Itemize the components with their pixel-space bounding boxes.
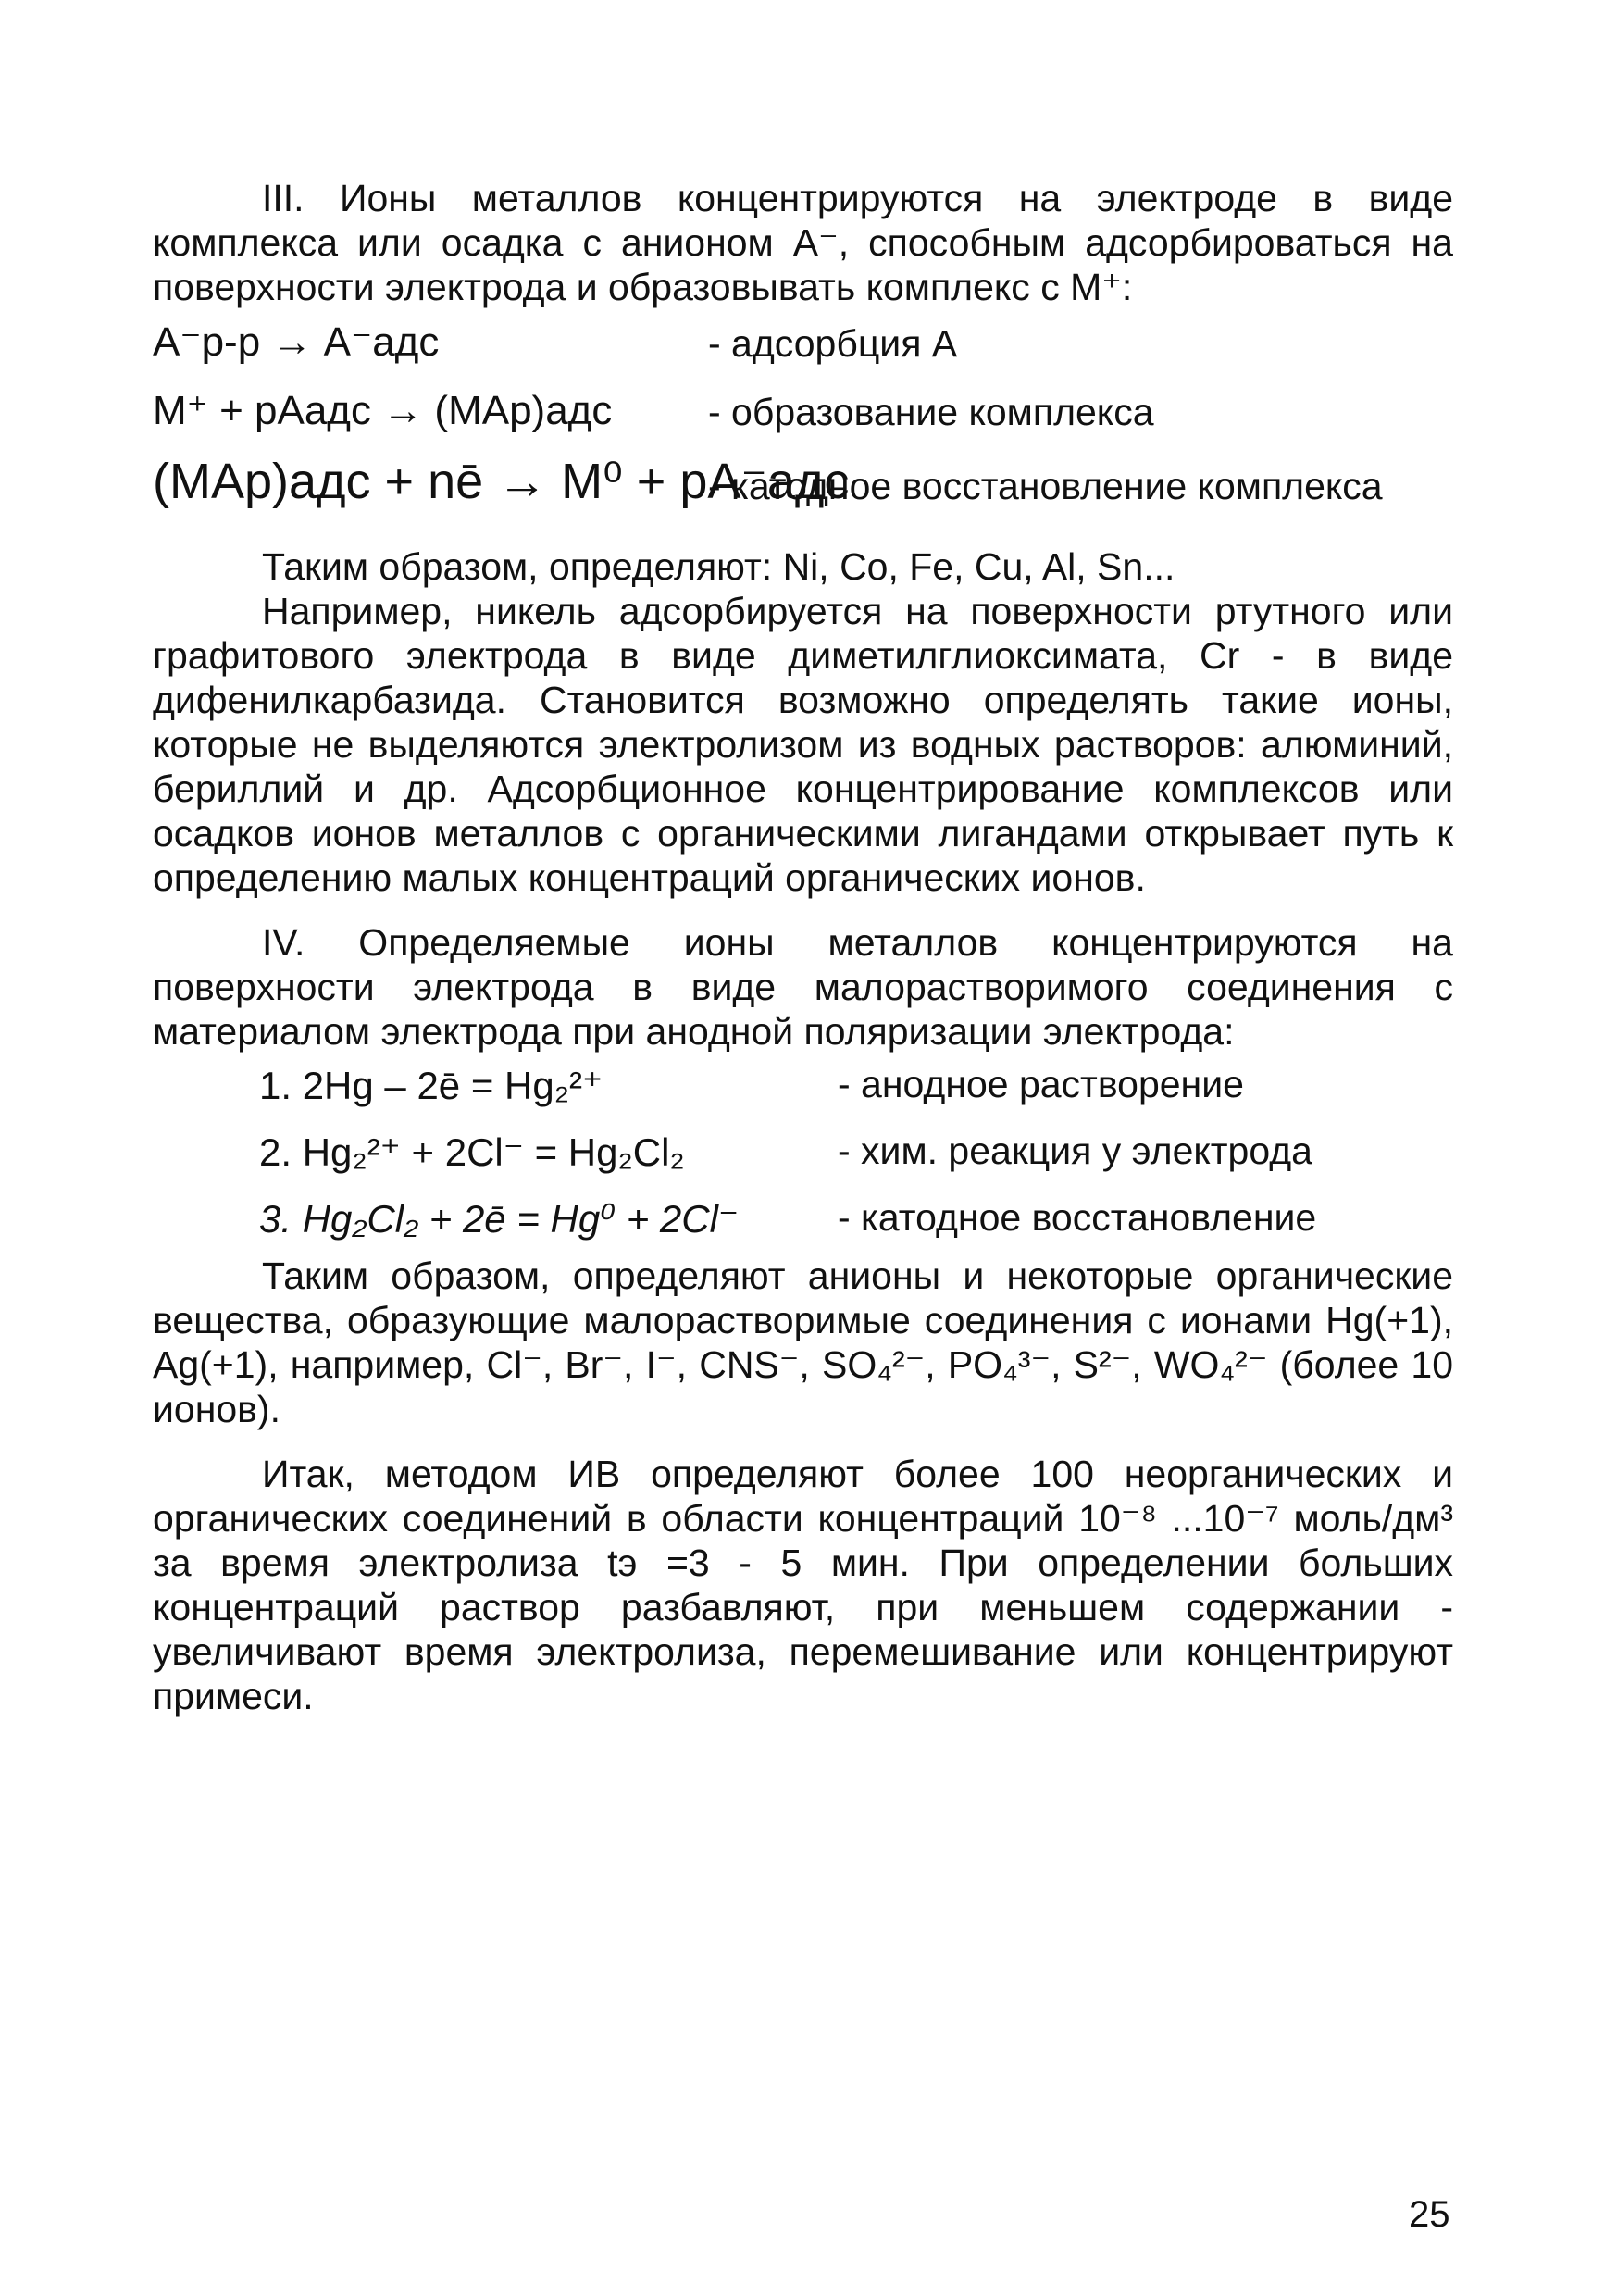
equation-formula: (MAp)адс + nē → M⁰ + pA⁻адс bbox=[153, 454, 850, 509]
page-body bbox=[153, 176, 1453, 1718]
numbered-equation-row bbox=[153, 1054, 1453, 1120]
equation-description: - катодное восстановление bbox=[838, 1196, 1317, 1239]
section3-example: Например, никель адсорбируется на поверхности ртутного или графитового электрода в виде диметилглиоксимата, Cr - в виде дифенилкарбазида. Становится возможно определять такие ионы, которые не выделяются электролизом из водных растворов: алюминий, бериллий и др. Адсорбционное концентрирование комплексов или осадков ионов металлов с органическими лигандами открывает путь к определению малых концентраций органических ионов. bbox=[153, 590, 1453, 899]
equation-formula: 1. 2Hg – 2ē = Hg₂²⁺ bbox=[259, 1064, 603, 1107]
equation-row bbox=[153, 309, 1453, 378]
equation-description: - образование комплекса bbox=[708, 391, 1154, 433]
page-number: 25 bbox=[1409, 2194, 1450, 2235]
equation-row bbox=[153, 446, 1453, 524]
section4-result: Таким образом, определяют анионы и некоторые органические вещества, образующие малорастворимые соединения с ионами Hg(+1), Ag(+1), например, Cl⁻, Br⁻, I⁻, CNS⁻, SO₄²⁻, PO₄³⁻, S²⁻, WO₄²⁻ (более 10 ионов). bbox=[153, 1254, 1453, 1430]
section3-result: Таким образом, определяют: Ni, Co, Fe, Cu, Al, Sn... bbox=[262, 545, 1175, 588]
equation-formula: 2. Hg₂²⁺ + 2Cl⁻ = Hg₂Cl₂ bbox=[259, 1130, 685, 1174]
equation-description: - катодное восстановление комплекса bbox=[708, 465, 1383, 507]
equation-description: - хим. реакция у электрода bbox=[838, 1129, 1312, 1172]
equation-description: - адсорбция A bbox=[708, 322, 958, 365]
conclusion-paragraph: Итак, методом ИВ определяют более 100 неорганических и органических соединений в области концентраций 10⁻⁸ ...10⁻⁷ моль/дм³ за время электролиза tэ =3 - 5 мин. При определении больших концентраций раствор разбавляют, при меньшем содержании - увеличивают время электролиза, перемешивание или концентрируют примеси. bbox=[153, 1453, 1453, 1717]
numbered-equation-row bbox=[153, 1187, 1453, 1254]
section4-intro: IV. Определяемые ионы металлов концентрируются на поверхности электрода в виде малорастворимого соединения с материалом электрода при анодной поляризации электрода: bbox=[153, 921, 1453, 1053]
equation-formula: M⁺ + pAадс → (MAp)адс bbox=[153, 388, 613, 433]
section3-intro: III. Ионы металлов концентрируются на электроде в виде комплекса или осадка с анионом A⁻, способным адсорбироваться на поверхности электрода и образовывать комплекс с M⁺: bbox=[153, 177, 1453, 308]
equation-formula: A⁻р-р → A⁻адс bbox=[153, 319, 440, 365]
equation-formula: 3. Hg₂Cl₂ + 2ē = Hg⁰ + 2Cl⁻ bbox=[259, 1197, 740, 1241]
numbered-equation-row bbox=[153, 1120, 1453, 1187]
equation-description: - анодное растворение bbox=[838, 1063, 1244, 1105]
equation-row bbox=[153, 378, 1453, 446]
